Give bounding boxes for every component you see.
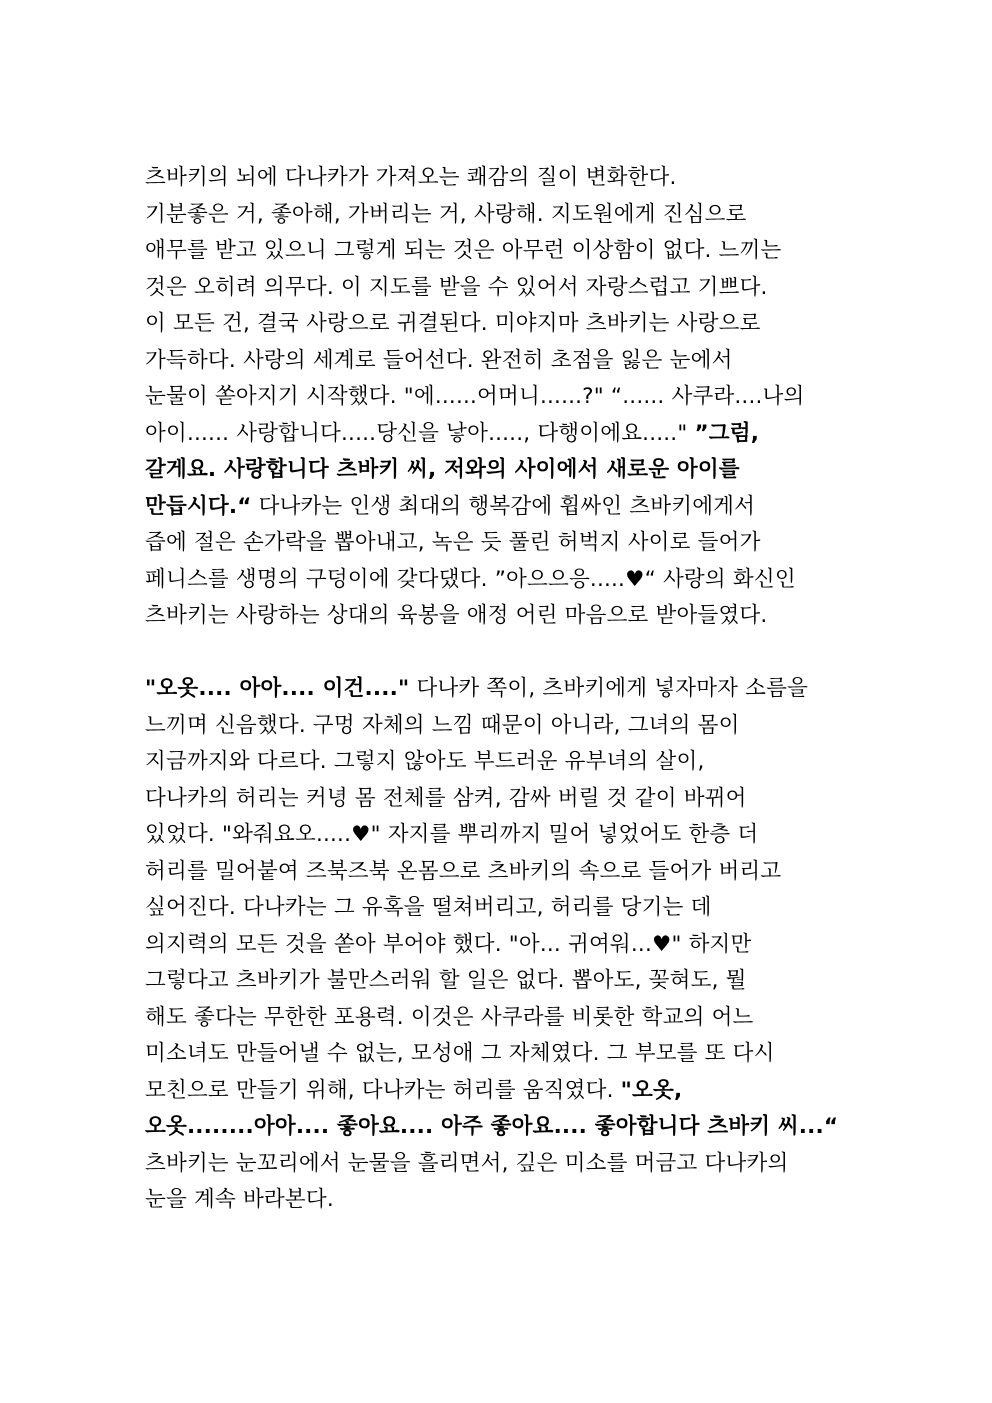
bold-text-run: ”그럼, [694,420,760,446]
text-run: 츠바키의 뇌에 다나카가 가져오는 쾌감의 질이 변화한다. [145,165,677,190]
text-line [145,525,865,562]
text-run: 지금까지와 다르다. 그렇지 않아도 부드러운 유부녀의 살이, [145,749,705,774]
text-line [145,233,865,270]
text-line [145,1146,865,1183]
paragraph-spacer [145,635,865,672]
text-run: 해도 좋다는 무한한 포용력. 이것은 사쿠라를 비롯한 학교의 어느 [145,1004,754,1030]
text-line [145,817,865,854]
text-line [145,160,865,197]
text-run: 애무를 받고 있으니 그렇게 되는 것은 아무런 이상함이 없다. 느끼는 [145,238,782,263]
text-line [145,197,865,234]
text-line [145,854,865,891]
text-run: 의지력의 모든 것을 쏟아 부어야 했다. "아... 귀여워...♥" 하지만 [145,931,752,957]
text-line [145,452,865,489]
text-run: 츠바키는 사랑하는 상대의 육봉을 애정 어린 마음으로 받아들였다. [145,603,768,628]
text-line [145,708,865,745]
text-line [145,562,865,599]
text-line [145,1073,865,1110]
text-run: 싶어진다. 다나카는 그 유혹을 떨쳐버리고, 허리를 당기는 데 [145,895,712,920]
text-run: 다나카 쪽이, 츠바키에게 넣자마자 소름을 [409,676,809,701]
text-run: 아이...... 사랑합니다.....당신을 낳아....., 다행이에요....." [145,420,695,446]
text-run: 츠바키는 눈꼬리에서 눈물을 흘리면서, 깊은 미소를 머금고 다나카의 [145,1150,789,1176]
bold-text-run: "오옷, [620,1077,683,1103]
text-line [145,671,865,708]
paragraph-1 [145,160,865,635]
bold-text-run: "오옷.... 아아.... 이건...." [145,676,410,701]
text-line [145,744,865,781]
text-run: 이 모든 건, 결국 사랑으로 귀결된다. 미야지마 츠바키는 사랑으로 [145,311,761,336]
text-run: 눈물이 쏟아지기 시작했다. "에......어머니......?" “...... 사쿠라....나의 [145,384,805,409]
text-run: 가득하다. 사랑의 세계로 들어선다. 완전히 초점을 잃은 눈에서 [145,347,733,373]
bold-text-run: 만듭시다.“ [145,493,252,519]
text-run: 모친으로 만들기 위해, 다나카는 허리를 움직였다. [145,1077,621,1103]
text-line [145,1036,865,1073]
paragraph-2 [145,671,865,1219]
text-run: 페니스를 생명의 구덩이에 갖다댔다. ”아으으응.....♥“ 사랑의 화신인 [145,566,796,592]
text-run: 다나카의 허리는 커녕 몸 전체를 삼켜, 감싸 버릴 것 같이 바뀌어 [145,785,747,811]
text-run: 있었다. "와줘요오.....♥" 자지를 뿌리까지 밀어 넣었어도 한층 더 [145,822,759,847]
text-line [145,416,865,453]
text-line [145,927,865,964]
text-run: 허리를 밀어붙여 즈북즈북 온몸으로 츠바키의 속으로 들어가 버리고 [145,858,782,884]
text-run: 즙에 절은 손가락을 뽑아내고, 녹은 듯 풀린 허벅지 사이로 들어가 [145,530,761,555]
text-line [145,598,865,635]
text-line [145,963,865,1000]
text-line [145,890,865,927]
text-line [145,343,865,380]
bold-text-run: 오옷........아아.... 좋아요.... 아주 좋아요.... 좋아합니다 츠바키 씨...“ [145,1114,839,1139]
bold-text-run: 갈게요. 사랑합니다 츠바키 씨, 저와의 사이에서 새로운 아이를 [145,457,740,482]
text-run: 느끼며 신음했다. 구멍 자체의 느낌 때문이 아니라, 그녀의 몸이 [145,712,740,738]
text-run: 것은 오히려 의무다. 이 지도를 받을 수 있어서 자랑스럽고 기쁘다. [145,274,768,300]
text-run: 기분좋은 거, 좋아해, 가버리는 거, 사랑해. 지도원에게 진심으로 [145,201,747,227]
text-line [145,1000,865,1037]
text-line [145,379,865,416]
text-run: 그렇다고 츠바키가 불만스러워 할 일은 없다. 뽑아도, 꽂혀도, 뭘 [145,968,747,993]
text-run: 다나카는 인생 최대의 행복감에 휩싸인 츠바키에게서 [251,493,756,519]
text-line [145,306,865,343]
text-line [145,270,865,307]
text-line [145,1109,865,1146]
text-line [145,781,865,818]
text-run: 미소녀도 만들어낼 수 없는, 모성애 그 자체였다. 그 부모를 또 다시 [145,1041,775,1066]
body-text [145,160,865,1219]
text-line [145,1182,865,1219]
text-line [145,489,865,526]
text-run: 눈을 계속 바라본다. [145,1187,334,1212]
